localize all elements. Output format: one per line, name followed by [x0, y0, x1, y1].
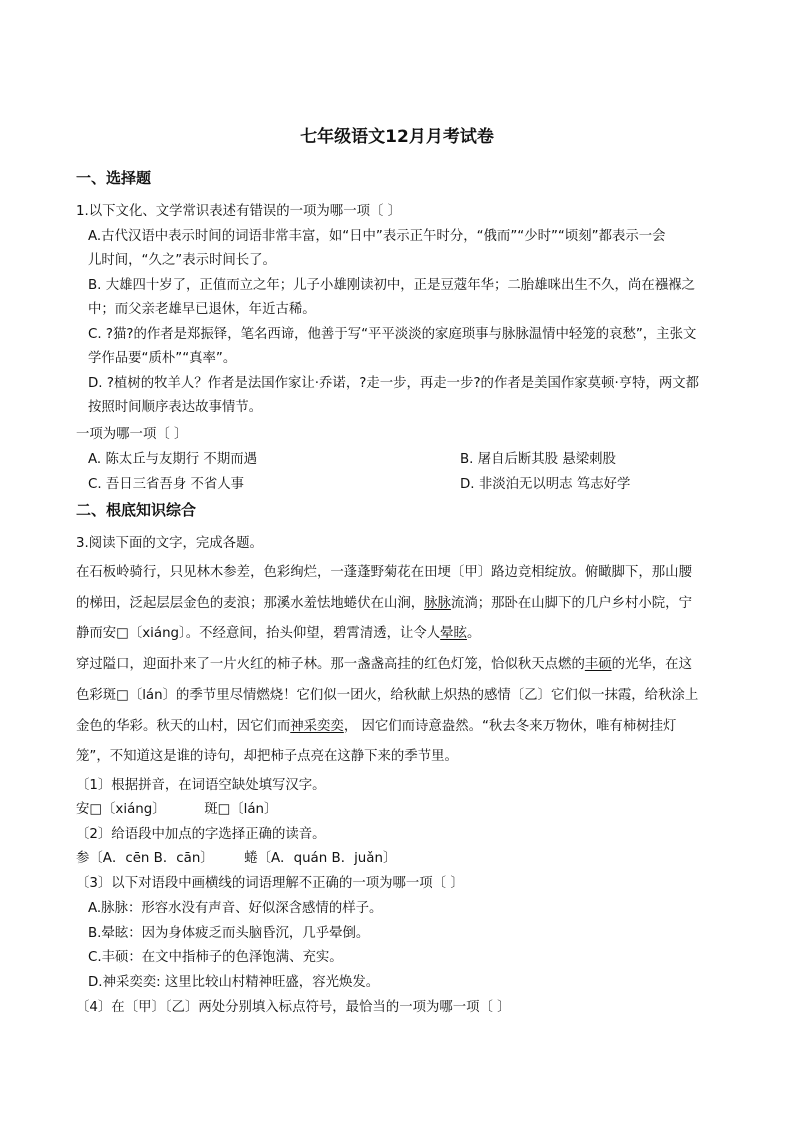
q3-sub3-option-b: B.晕眩：因为身体疲乏而头脑昏沉，几乎晕倒。	[88, 926, 370, 941]
q1-option-b-cont: 中；而父亲老雄早已退休，年近古稀。	[88, 302, 316, 317]
passage-p1-line-3	[76, 625, 720, 643]
q2-stem: 一项为哪一项〔 〕	[76, 427, 188, 442]
blank-anxiang: 安□〔xiáng〕	[76, 802, 166, 817]
section-heading-choice: 一、选择题	[76, 169, 152, 187]
text-segment: 流淌；那卧在山脚下的几户乡村小院，宁	[450, 596, 692, 611]
q3-sub3: 〔3〕以下对语段中画横线的词语理解不正确的一项为哪一项〔 〕	[76, 876, 464, 891]
q3-sub1: 〔1〕根据拼音，在词语空缺处填写汉字。	[76, 778, 326, 793]
text-segment: 的梯田，泛起层层金色的麦浪；那溪水羞怯地蜷伏在山涧，	[76, 596, 425, 611]
q3-sub1-blanks	[76, 801, 720, 819]
q1-option-a-cont: 儿时间，“久之”表示时间长了。	[88, 253, 276, 268]
q3-sub2: 〔2〕给语段中加点的字选择正确的读音。	[76, 827, 326, 842]
q3-sub2-options	[76, 850, 720, 868]
q1-option-c: C. ?猫?的作者是郑振铎，笔名西谛，他善于写“平平淡淡的家庭琐事与脉脉温情中轻笼的哀愁”，主张文	[88, 327, 697, 342]
q2-option-a: A. 陈太丘与友期行 不期而遇	[88, 452, 257, 467]
passage-p2-line-3	[76, 718, 720, 736]
q1-option-b: B. 大雄四十岁了，正值而立之年；儿子小雄刚读初中，正是豆蔻年华；二胎雄咪出生不久，尚在襁褓之	[88, 278, 695, 293]
passage-p2-line-2: 色彩斑□〔lán〕的季节里尽情燃烧！它们似一团火，给秋献上炽热的感情〔乙〕它们似一抹霞，给秋涂上	[76, 688, 699, 703]
text-segment: 的光华，在这	[611, 657, 692, 672]
q2-options-row-2	[88, 476, 720, 494]
q1-option-d-cont: 按照时间顺序表达故事情节。	[88, 400, 263, 415]
section-heading-basics: 二、根底知识综合	[76, 501, 197, 519]
passage-p2-line-4: 笼”，不知道这是谁的诗句，却把柿子点亮在这静下来的季节里。	[76, 749, 458, 764]
q3-sub3-option-a: A.脉脉：形容水没有声音、好似深含感情的样子。	[88, 901, 383, 916]
q3-sub3-option-d: D.神采奕奕: 这里比较山村精神旺盛，容光焕发。	[88, 975, 380, 990]
blank-banlan: 斑□〔lán〕	[204, 802, 278, 817]
underlined-word: 脉脉	[424, 596, 451, 611]
underlined-word: 神采奕奕	[290, 719, 344, 734]
q3-sub4: 〔4〕在〔甲〕〔乙〕两处分别填入标点符号，最恰当的一项为哪一项〔 〕	[76, 1000, 511, 1015]
pronunciation-can: 参〔A．cēn B．cān〕	[76, 851, 214, 866]
q2-option-d: D. 非淡泊无以明志 笃志好学	[460, 477, 631, 492]
passage-p1-line-2	[76, 595, 720, 613]
text-segment: ， 因它们而诗意盎然。“秋去冬来万物休，唯有柿树挂灯	[343, 719, 677, 734]
q1-option-d: D. ?植树的牧羊人？作者是法国作家让·乔诺，?走一步，再走一步?的作者是美国作家莫顿·亨特，两文都	[88, 376, 700, 391]
passage-p2-line-1	[76, 656, 720, 674]
q2-option-c: C. 吾日三省吾身 不省人事	[88, 477, 245, 492]
underlined-word: 晕眩	[440, 626, 467, 641]
page-title: 七年级语文12月月考试卷	[300, 127, 494, 147]
passage-p1-line-1: 在石板岭骑行，只见林木参差，色彩绚烂，一蓬蓬野菊花在田埂〔甲〕路边竞相绽放。俯瞰脚下，那山腰	[76, 565, 692, 580]
q3-sub3-option-c: C.丰硕：在文中指柿子的色泽饱满、充实。	[88, 950, 343, 965]
q1-option-c-cont: 学作品要“质朴”“真率”。	[88, 351, 237, 366]
q1-option-a: A.古代汉语中表示时间的词语非常丰富，如“日中”表示正午时分，“俄而”“少时”“顷刻”都表示一会	[88, 229, 666, 244]
q2-options-row-1	[88, 451, 720, 469]
underlined-word: 丰硕	[584, 657, 612, 672]
q1-stem: 1.以下文化、文学常识表述有错误的一项为哪一项〔 〕	[76, 204, 402, 219]
pronunciation-quan: 蜷〔A．quán B．juǎn〕	[244, 851, 397, 866]
q3-stem: 3.阅读下面的文字，完成各题。	[76, 536, 263, 551]
text-segment: 穿过隘口，迎面扑来了一片火红的柿子林。那一盏盏高挂的红色灯笼，恰似秋天点燃的	[76, 657, 585, 672]
text-segment: 金色的华彩。秋天的山村，因它们而	[76, 719, 291, 734]
text-segment: 。	[466, 626, 481, 641]
q2-option-b: B. 屠自后断其股 悬梁刺股	[460, 452, 616, 467]
text-segment: 静而安□〔xiáng〕。不经意间，抬头仰望，碧霄清透，让令人	[76, 626, 441, 641]
